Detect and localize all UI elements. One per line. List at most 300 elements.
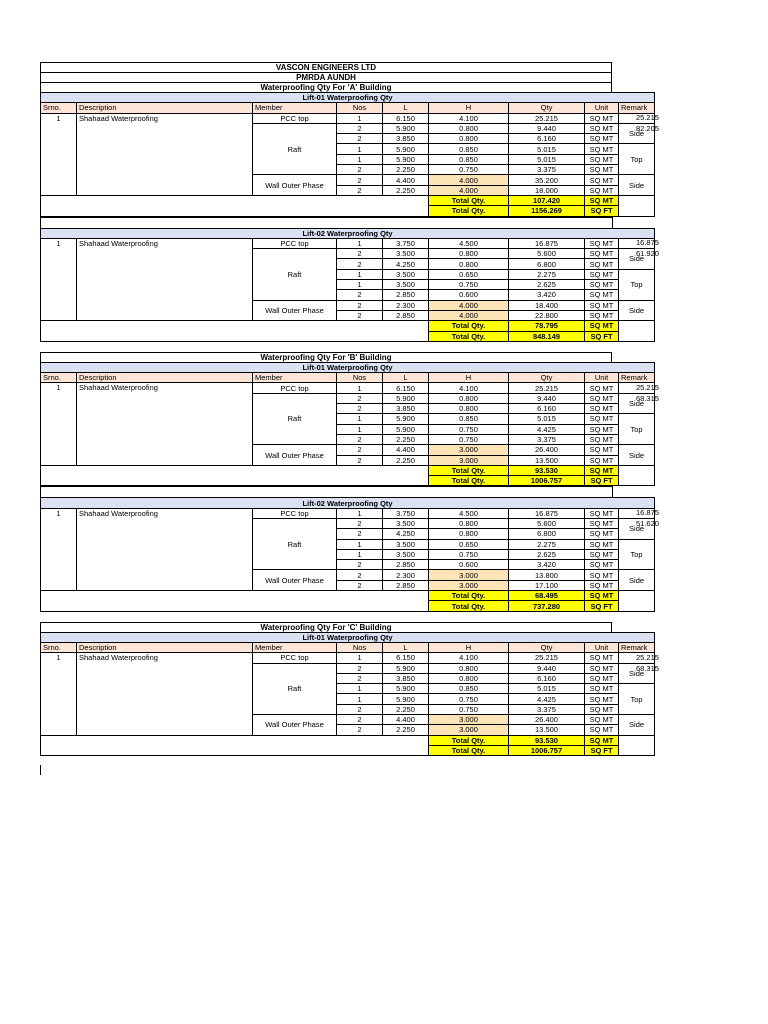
remark-cell: Side — [619, 518, 655, 539]
h-cell: 0.750 — [429, 280, 509, 290]
qty-cell: 6.800 — [509, 259, 585, 269]
member-cell: PCC top — [253, 113, 337, 123]
h-cell: 4.000 — [429, 300, 509, 310]
member-cell: Wall Outer Phase — [253, 570, 337, 591]
header-row — [41, 373, 655, 383]
l-cell: 6.150 — [383, 653, 429, 663]
h-cell: 0.800 — [429, 393, 509, 403]
total-value: 68.495 — [509, 591, 585, 601]
nos-cell: 2 — [337, 300, 383, 310]
column-header-h: H — [429, 103, 509, 113]
member-cell: Raft — [253, 518, 337, 569]
h-cell: 4.100 — [429, 653, 509, 663]
member-cell: Raft — [253, 123, 337, 174]
qty-cell: 35.200 — [509, 175, 585, 185]
total-label: Total Qty. — [429, 591, 509, 601]
h-cell: 3.000 — [429, 725, 509, 735]
h-cell: 0.850 — [429, 144, 509, 154]
nos-cell: 1 — [337, 154, 383, 164]
column-header-nos: Nos — [337, 373, 383, 383]
unit-cell: SQ MT — [585, 310, 619, 320]
column-header-remark: Remark — [619, 373, 655, 383]
column-header-srno: Srno. — [41, 373, 77, 383]
column-header-description: Description — [77, 373, 253, 383]
l-cell: 3.850 — [383, 673, 429, 683]
table-row — [41, 508, 655, 518]
side-note — [636, 652, 659, 674]
nos-cell: 1 — [337, 269, 383, 279]
nos-cell: 2 — [337, 165, 383, 175]
h-cell: 3.000 — [429, 715, 509, 725]
qty-cell: 26.400 — [509, 445, 585, 455]
total-unit: SQ FT — [585, 601, 619, 611]
member-cell: PCC top — [253, 508, 337, 518]
srno-cell: 1 — [41, 113, 77, 195]
nos-cell: 2 — [337, 725, 383, 735]
blank-cell — [41, 195, 429, 216]
side-note — [636, 237, 659, 259]
h-cell: 0.800 — [429, 404, 509, 414]
member-cell: Wall Outer Phase — [253, 445, 337, 466]
total-label: Total Qty. — [429, 465, 509, 475]
nos-cell: 2 — [337, 715, 383, 725]
total-row-sqmt — [41, 591, 655, 601]
l-cell: 3.750 — [383, 508, 429, 518]
nos-cell: 2 — [337, 290, 383, 300]
total-unit: SQ MT — [585, 735, 619, 745]
unit-cell: SQ MT — [585, 383, 619, 393]
nos-cell: 1 — [337, 694, 383, 704]
l-cell: 3.750 — [383, 238, 429, 248]
l-cell: 5.900 — [383, 144, 429, 154]
unit-cell: SQ MT — [585, 715, 619, 725]
qty-cell: 13.500 — [509, 725, 585, 735]
unit-cell: SQ MT — [585, 259, 619, 269]
side-note-value: 16.875 — [636, 508, 659, 518]
remark-cell: Side — [619, 393, 655, 414]
qty-cell: 26.400 — [509, 715, 585, 725]
h-cell: 0.850 — [429, 684, 509, 694]
unit-cell: SQ MT — [585, 518, 619, 528]
h-cell: 0.850 — [429, 414, 509, 424]
qty-cell: 5.015 — [509, 154, 585, 164]
remark-cell: Side — [619, 715, 655, 736]
unit-cell: SQ MT — [585, 393, 619, 403]
nos-cell: 1 — [337, 280, 383, 290]
unit-cell: SQ MT — [585, 404, 619, 414]
blank-cell — [619, 735, 655, 745]
blank-cell — [619, 206, 655, 216]
unit-cell: SQ MT — [585, 290, 619, 300]
side-note-value: 68.315 — [636, 663, 659, 673]
remark-cell: Side — [619, 445, 655, 466]
member-cell: PCC top — [253, 383, 337, 393]
lift-table — [40, 497, 655, 611]
total-label: Total Qty. — [429, 476, 509, 486]
nos-cell: 2 — [337, 580, 383, 590]
lift-table — [40, 92, 655, 217]
unit-cell: SQ MT — [585, 424, 619, 434]
lift-title: Lift-01 Waterproofing Qty — [41, 93, 655, 103]
nos-cell: 2 — [337, 529, 383, 539]
l-cell: 3.500 — [383, 280, 429, 290]
blank-cell — [41, 591, 429, 612]
lift-title: Lift-01 Waterproofing Qty — [41, 632, 655, 642]
remark-cell: Side — [619, 663, 655, 684]
h-cell: 3.000 — [429, 455, 509, 465]
remark-cell: Side — [619, 249, 655, 270]
column-header-unit: Unit — [585, 103, 619, 113]
column-header-member: Member — [253, 103, 337, 113]
total-unit: SQ MT — [585, 195, 619, 205]
member-cell: Wall Outer Phase — [253, 175, 337, 196]
l-cell: 3.500 — [383, 249, 429, 259]
table-row — [41, 238, 655, 248]
unit-cell: SQ MT — [585, 529, 619, 539]
unit-cell: SQ MT — [585, 694, 619, 704]
unit-cell: SQ MT — [585, 154, 619, 164]
nos-cell: 1 — [337, 383, 383, 393]
unit-cell: SQ MT — [585, 725, 619, 735]
l-cell: 5.900 — [383, 684, 429, 694]
nos-cell: 2 — [337, 249, 383, 259]
nos-cell: 1 — [337, 144, 383, 154]
total-value: 1006.757 — [509, 745, 585, 755]
side-note — [636, 382, 659, 404]
h-cell: 3.000 — [429, 580, 509, 590]
nos-cell: 2 — [337, 455, 383, 465]
h-cell: 0.750 — [429, 694, 509, 704]
blank-cell — [619, 745, 655, 755]
table-row — [41, 653, 655, 663]
nos-cell: 2 — [337, 404, 383, 414]
column-header-member: Member — [253, 373, 337, 383]
qty-cell: 6.160 — [509, 134, 585, 144]
column-header-h: H — [429, 373, 509, 383]
nos-cell: 2 — [337, 518, 383, 528]
l-cell: 4.250 — [383, 529, 429, 539]
description-cell: Shahaad Waterproofing — [77, 238, 253, 320]
side-note-value: 51.620 — [636, 519, 659, 529]
h-cell: 0.800 — [429, 134, 509, 144]
total-row-sqmt — [41, 735, 655, 745]
h-cell: 0.850 — [429, 154, 509, 164]
unit-cell: SQ MT — [585, 300, 619, 310]
total-label: Total Qty. — [429, 601, 509, 611]
nos-cell: 1 — [337, 539, 383, 549]
sheet-edge-line — [40, 765, 41, 775]
h-cell: 0.600 — [429, 290, 509, 300]
qty-cell: 5.015 — [509, 414, 585, 424]
lift-title: Lift-02 Waterproofing Qty — [41, 498, 655, 508]
qty-cell: 2.275 — [509, 539, 585, 549]
member-cell: Raft — [253, 249, 337, 300]
l-cell: 4.250 — [383, 259, 429, 269]
total-value: 78.795 — [509, 321, 585, 331]
l-cell: 2.250 — [383, 725, 429, 735]
column-header-unit: Unit — [585, 642, 619, 652]
column-header-unit: Unit — [585, 373, 619, 383]
total-row-sqmt — [41, 321, 655, 331]
qty-cell: 4.425 — [509, 694, 585, 704]
qty-cell: 13.500 — [509, 455, 585, 465]
qty-cell: 9.440 — [509, 663, 585, 673]
lift-title: Lift-01 Waterproofing Qty — [41, 362, 655, 372]
nos-cell: 2 — [337, 393, 383, 403]
description-cell: Shahaad Waterproofing — [77, 508, 253, 590]
nos-cell: 2 — [337, 560, 383, 570]
l-cell: 2.300 — [383, 300, 429, 310]
nos-cell: 2 — [337, 123, 383, 133]
unit-cell: SQ MT — [585, 508, 619, 518]
column-header-qty: Qty — [509, 103, 585, 113]
unit-cell: SQ MT — [585, 238, 619, 248]
blank-cell — [619, 331, 655, 341]
lift-title-row — [41, 632, 655, 642]
side-note-value: 68.315 — [636, 393, 659, 403]
building-title: Waterproofing Qty For 'A' Building — [40, 82, 612, 92]
nos-cell: 2 — [337, 434, 383, 444]
side-note — [636, 507, 659, 529]
h-cell: 4.000 — [429, 185, 509, 195]
l-cell: 6.150 — [383, 383, 429, 393]
remark-cell: Top — [619, 684, 655, 715]
side-note-value: 25.215 — [636, 652, 659, 662]
lift-title: Lift-02 Waterproofing Qty — [41, 228, 655, 238]
blank-cell — [619, 465, 655, 475]
total-unit: SQ FT — [585, 476, 619, 486]
qty-cell: 3.375 — [509, 165, 585, 175]
l-cell: 3.500 — [383, 549, 429, 559]
l-cell: 4.400 — [383, 445, 429, 455]
unit-cell: SQ MT — [585, 549, 619, 559]
company-title: VASCON ENGINEERS LTD — [40, 62, 612, 72]
unit-cell: SQ MT — [585, 539, 619, 549]
nos-cell: 1 — [337, 549, 383, 559]
blank-cell — [41, 735, 429, 756]
header-row — [41, 642, 655, 652]
h-cell: 0.650 — [429, 269, 509, 279]
nos-cell: 2 — [337, 185, 383, 195]
description-cell: Shahaad Waterproofing — [77, 653, 253, 735]
total-value: 1156.269 — [509, 206, 585, 216]
qty-cell: 16.875 — [509, 508, 585, 518]
qty-cell: 9.440 — [509, 393, 585, 403]
nos-cell: 2 — [337, 445, 383, 455]
total-value: 1006.757 — [509, 476, 585, 486]
nos-cell: 2 — [337, 134, 383, 144]
srno-cell: 1 — [41, 383, 77, 465]
nos-cell: 1 — [337, 238, 383, 248]
h-cell: 0.750 — [429, 434, 509, 444]
column-header-nos: Nos — [337, 103, 383, 113]
nos-cell: 1 — [337, 113, 383, 123]
nos-cell: 1 — [337, 684, 383, 694]
l-cell: 3.500 — [383, 269, 429, 279]
qty-cell: 16.875 — [509, 238, 585, 248]
unit-cell: SQ MT — [585, 175, 619, 185]
nos-cell: 2 — [337, 310, 383, 320]
l-cell: 5.900 — [383, 414, 429, 424]
total-label: Total Qty. — [429, 206, 509, 216]
h-cell: 3.000 — [429, 445, 509, 455]
unit-cell: SQ MT — [585, 704, 619, 714]
member-cell: Wall Outer Phase — [253, 715, 337, 736]
qty-cell: 2.275 — [509, 269, 585, 279]
column-header-member: Member — [253, 642, 337, 652]
qty-cell: 18.000 — [509, 185, 585, 195]
l-cell: 4.400 — [383, 715, 429, 725]
nos-cell: 2 — [337, 175, 383, 185]
h-cell: 0.750 — [429, 424, 509, 434]
column-header-h: H — [429, 642, 509, 652]
qty-cell: 25.215 — [509, 653, 585, 663]
member-cell: PCC top — [253, 653, 337, 663]
total-label: Total Qty. — [429, 195, 509, 205]
nos-cell: 1 — [337, 653, 383, 663]
h-cell: 0.800 — [429, 663, 509, 673]
l-cell: 3.850 — [383, 404, 429, 414]
h-cell: 0.650 — [429, 539, 509, 549]
qty-cell: 4.425 — [509, 424, 585, 434]
unit-cell: SQ MT — [585, 249, 619, 259]
lift-table — [40, 632, 655, 757]
nos-cell: 2 — [337, 570, 383, 580]
member-cell: Raft — [253, 393, 337, 444]
h-cell: 3.000 — [429, 570, 509, 580]
lift-title-row — [41, 498, 655, 508]
column-header-remark: Remark — [619, 103, 655, 113]
l-cell: 2.850 — [383, 560, 429, 570]
l-cell: 5.900 — [383, 663, 429, 673]
building-title: Waterproofing Qty For 'B' Building — [40, 352, 612, 362]
nos-cell: 2 — [337, 663, 383, 673]
column-header-remark: Remark — [619, 642, 655, 652]
table-row — [41, 383, 655, 393]
l-cell: 2.250 — [383, 185, 429, 195]
qty-cell: 18.400 — [509, 300, 585, 310]
side-note — [636, 112, 659, 134]
side-note-value: 82.205 — [636, 124, 659, 134]
remark-cell: Side — [619, 300, 655, 321]
total-unit: SQ FT — [585, 331, 619, 341]
side-note-value: 16.875 — [636, 238, 659, 248]
remark-cell: Top — [619, 539, 655, 570]
l-cell: 5.900 — [383, 154, 429, 164]
l-cell: 2.250 — [383, 704, 429, 714]
remark-cell: Top — [619, 269, 655, 300]
total-value: 107.420 — [509, 195, 585, 205]
qty-cell: 2.625 — [509, 549, 585, 559]
qty-cell: 22.800 — [509, 310, 585, 320]
l-cell: 4.400 — [383, 175, 429, 185]
h-cell: 0.750 — [429, 549, 509, 559]
lift-table — [40, 362, 655, 487]
total-label: Total Qty. — [429, 745, 509, 755]
blank-cell — [619, 601, 655, 611]
header-row — [41, 103, 655, 113]
h-cell: 4.500 — [429, 508, 509, 518]
qty-cell: 25.215 — [509, 113, 585, 123]
member-cell: Raft — [253, 663, 337, 714]
l-cell: 5.900 — [383, 393, 429, 403]
section-gap — [40, 342, 612, 352]
unit-cell: SQ MT — [585, 269, 619, 279]
remark-cell: Side — [619, 570, 655, 591]
l-cell: 5.900 — [383, 123, 429, 133]
nos-cell: 1 — [337, 508, 383, 518]
qty-cell: 5.600 — [509, 518, 585, 528]
lift-gap — [40, 217, 613, 228]
h-cell: 4.000 — [429, 310, 509, 320]
remark-cell: Top — [619, 414, 655, 445]
h-cell: 0.800 — [429, 529, 509, 539]
blank-cell — [619, 321, 655, 331]
unit-cell: SQ MT — [585, 134, 619, 144]
project-title: PMRDA AUNDH — [40, 72, 612, 82]
qty-cell: 6.160 — [509, 404, 585, 414]
unit-cell: SQ MT — [585, 684, 619, 694]
total-value: 93.530 — [509, 465, 585, 475]
column-header-l: L — [383, 373, 429, 383]
column-header-qty: Qty — [509, 373, 585, 383]
nos-cell: 2 — [337, 704, 383, 714]
unit-cell: SQ MT — [585, 185, 619, 195]
total-unit: SQ MT — [585, 465, 619, 475]
total-unit: SQ MT — [585, 591, 619, 601]
nos-cell: 1 — [337, 414, 383, 424]
unit-cell: SQ MT — [585, 113, 619, 123]
unit-cell: SQ MT — [585, 663, 619, 673]
total-label: Total Qty. — [429, 735, 509, 745]
h-cell: 0.800 — [429, 249, 509, 259]
nos-cell: 2 — [337, 259, 383, 269]
qty-cell: 3.375 — [509, 434, 585, 444]
unit-cell: SQ MT — [585, 280, 619, 290]
l-cell: 2.850 — [383, 580, 429, 590]
h-cell: 0.800 — [429, 123, 509, 133]
unit-cell: SQ MT — [585, 653, 619, 663]
qty-cell: 6.800 — [509, 529, 585, 539]
blank-cell — [619, 476, 655, 486]
qty-cell: 3.420 — [509, 290, 585, 300]
member-cell: PCC top — [253, 238, 337, 248]
nos-cell: 1 — [337, 424, 383, 434]
qty-cell: 2.625 — [509, 280, 585, 290]
column-header-qty: Qty — [509, 642, 585, 652]
qty-cell: 3.420 — [509, 560, 585, 570]
side-note-value: 25.215 — [636, 113, 659, 123]
building-title: Waterproofing Qty For 'C' Building — [40, 622, 612, 632]
column-header-l: L — [383, 642, 429, 652]
unit-cell: SQ MT — [585, 673, 619, 683]
total-value: 848.149 — [509, 331, 585, 341]
unit-cell: SQ MT — [585, 414, 619, 424]
h-cell: 4.100 — [429, 383, 509, 393]
total-unit: SQ FT — [585, 745, 619, 755]
unit-cell: SQ MT — [585, 580, 619, 590]
total-value: 737.280 — [509, 601, 585, 611]
total-label: Total Qty. — [429, 331, 509, 341]
l-cell: 5.900 — [383, 424, 429, 434]
qty-cell: 9.440 — [509, 123, 585, 133]
remark-cell: Side — [619, 123, 655, 144]
srno-cell: 1 — [41, 653, 77, 735]
column-header-nos: Nos — [337, 642, 383, 652]
side-note-value: 61.920 — [636, 249, 659, 259]
l-cell: 3.500 — [383, 518, 429, 528]
lift-gap — [40, 486, 613, 497]
